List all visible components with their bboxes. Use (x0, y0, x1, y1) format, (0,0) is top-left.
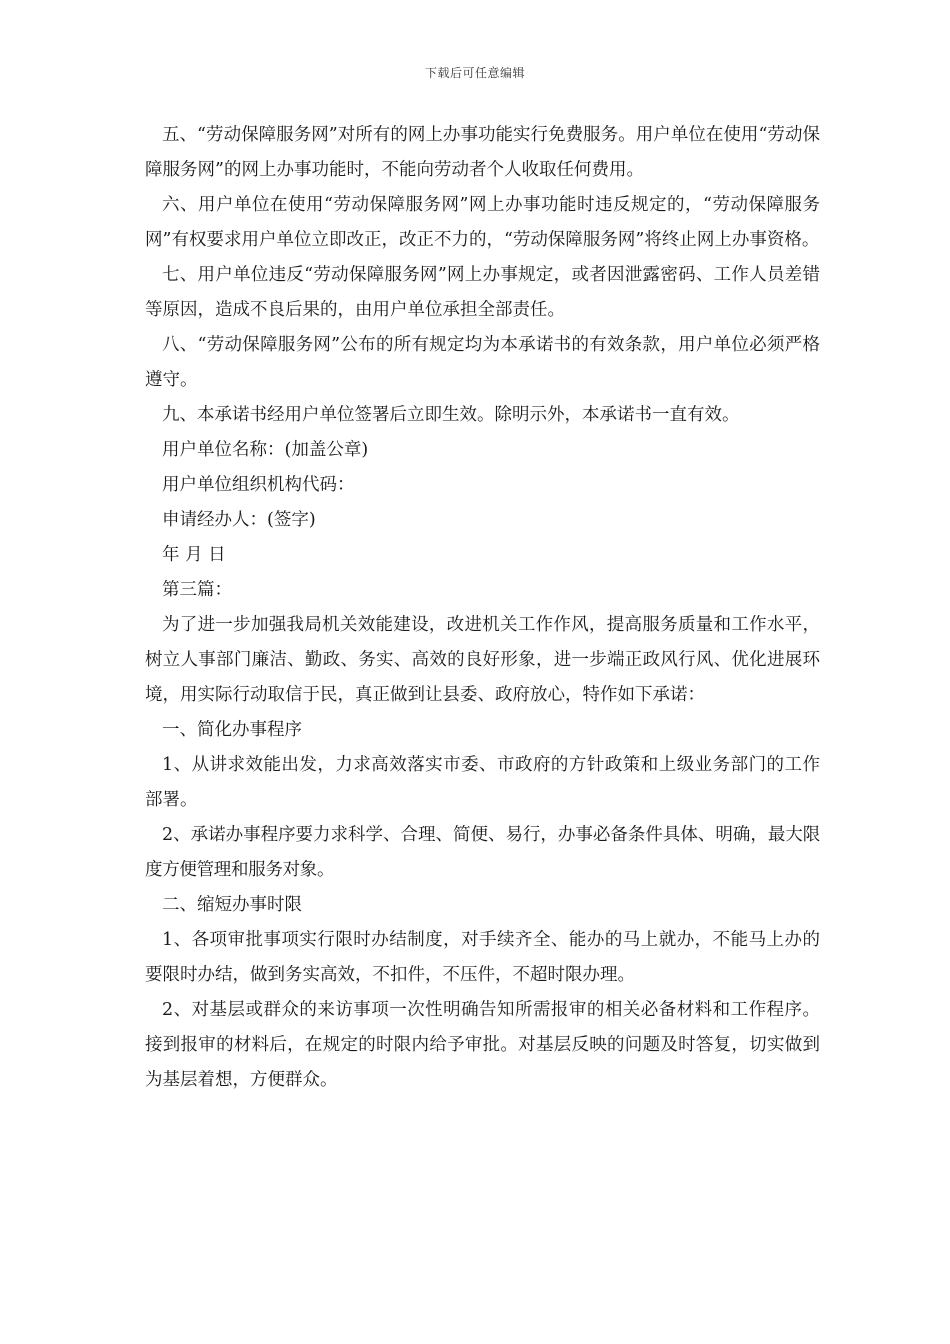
paragraph-item-8: 八、“劳动保障服务网”公布的所有规定均为本承诺书的有效条款，用户单位必须严格遵守。 (145, 335, 820, 390)
shorten-item-2: 2、对基层或群众的来访事项一次性明确告知所需报审的相关必备材料和工作程序。接到报审的材料后，在规定的时限内给予审批。对基层反映的问题及时答复，切实做到为基层着想，方便群众。 (145, 1000, 820, 1090)
document-body (145, 118, 820, 1098)
signature-applicant: 申请经办人：(签字) (162, 510, 316, 530)
signature-unit-name: 用户单位名称：(加盖公章) (162, 440, 369, 460)
section-heading-part3: 第三篇： (162, 580, 232, 600)
simplify-item-1: 1、从讲求效能出发，力求高效落实市委、市政府的方针政策和上级业务部门的工作部署。 (145, 755, 820, 810)
page-header: 下载后可任意编辑 (424, 66, 525, 80)
simplify-item-2: 2、承诺办事程序要力求科学、合理、简便、易行，办事必备条件具体、明确，最大限度方便管理和服务对象。 (145, 825, 820, 880)
signature-date: 年 月 日 (162, 545, 226, 565)
section-heading-shorten: 二、缩短办事时限 (162, 895, 302, 915)
paragraph-item-5: 五、“劳动保障服务网”对所有的网上办事功能实行免费服务。用户单位在使用“劳动保障服务网”的网上办事功能时，不能向劳动者个人收取任何费用。 (145, 125, 820, 180)
paragraph-item-6: 六、用户单位在使用“劳动保障服务网”网上办事功能时违反规定的，“劳动保障服务网”有权要求用户单位立即改正，改正不力的，“劳动保障服务网”将终止网上办事资格。 (145, 195, 820, 250)
paragraph-item-7: 七、用户单位违反“劳动保障服务网”网上办事规定，或者因泄露密码、工作人员差错等原因，造成不良后果的，由用户单位承担全部责任。 (145, 265, 820, 320)
section-heading-simplify: 一、简化办事程序 (162, 720, 302, 740)
intro-paragraph: 为了进一步加强我局机关效能建设，改进机关工作作风，提高服务质量和工作水平，树立人事部门廉洁、勤政、务实、高效的良好形象，进一步端正政风行风、优化进展环境，用实际行动取信于民，真正做到让县委、政府放心，特作如下承诺： (145, 615, 820, 705)
signature-org-code: 用户单位组织机构代码： (162, 475, 355, 495)
shorten-item-1: 1、各项审批事项实行限时办结制度，对手续齐全、能办的马上就办，不能马上办的要限时办结，做到务实高效，不扣件，不压件，不超时限办理。 (145, 930, 820, 985)
paragraph-item-9: 九、本承诺书经用户单位签署后立即生效。除明示外，本承诺书一直有效。 (162, 405, 740, 425)
